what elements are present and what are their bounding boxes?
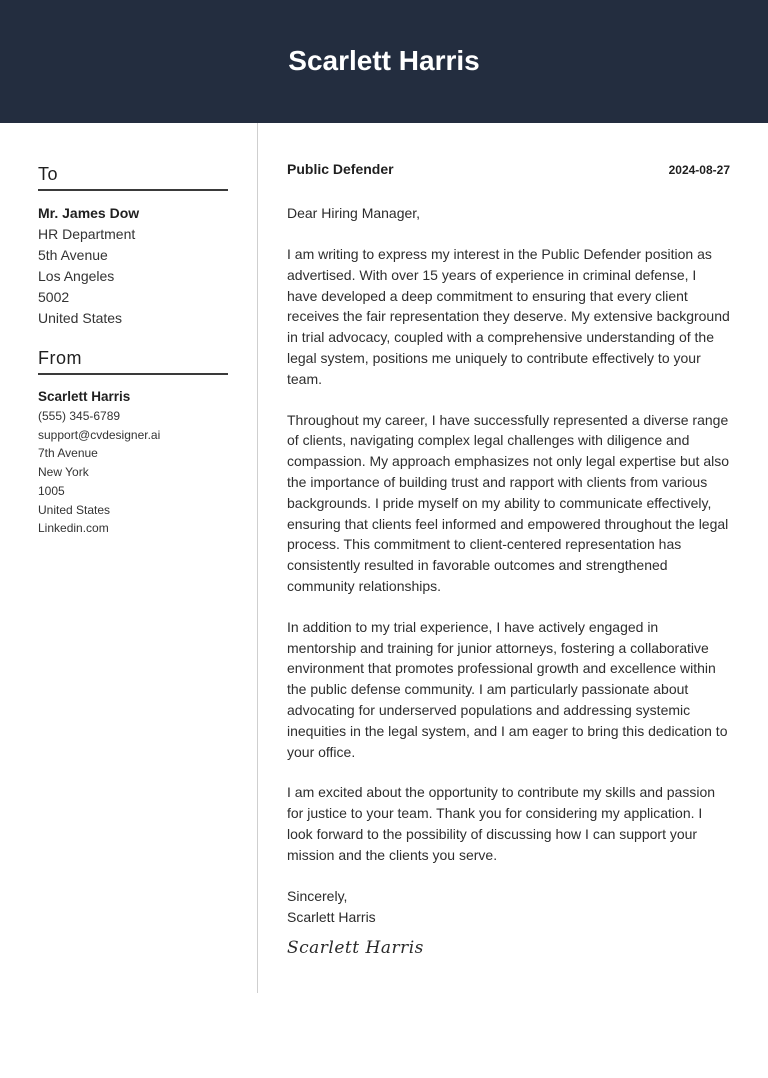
paragraph-1: I am writing to express my interest in the Public Defender position as advertised. With over 15 years of experience in criminal defense, I have developed a deep commitment to ensuring that every client receives the fair representation they deserve. My extensive background in trial advocacy, coupled with a comprehensive understanding of the legal system, positions me uniquely to contribute effectively to your team.	[287, 246, 730, 387]
recipient-name: Mr. James Dow	[38, 205, 140, 221]
salutation: Dear Hiring Manager,	[287, 205, 421, 221]
recipient-block	[38, 203, 228, 329]
paragraph-3: In addition to my trial experience, I have actively engaged in mentorship and training for junior attorneys, fostering a collaborative environment that promotes professional growth and excellence within the public defense community. I am particularly passionate about advocating for underserved populations and addressing systemic inequities in the legal system, and I am eager to bring this dedication to your office.	[287, 618, 728, 760]
sender-block	[38, 387, 228, 538]
sender-city: New York	[38, 465, 89, 480]
recipient-street: 5th Avenue	[38, 247, 108, 263]
sender-country: United States	[38, 502, 111, 517]
applicant-name: Scarlett Harris	[288, 44, 480, 76]
recipient-city: Los Angeles	[38, 268, 115, 284]
sender-postal-code: 1005	[38, 483, 65, 498]
closing-name: Scarlett Harris	[287, 908, 376, 925]
letter-meta	[287, 161, 730, 177]
letter-body	[287, 123, 730, 958]
closing-block	[287, 886, 730, 928]
recipient-department: HR Department	[38, 226, 136, 242]
letter-date: 2024-08-27	[668, 163, 730, 177]
column-divider	[257, 123, 258, 993]
paragraph-4: I am excited about the opportunity to contribute my skills and passion for justice to your team. Thank you for considering my application. I look forward to the possibility of discussing how I can support your mission and the clients you serve.	[287, 784, 716, 863]
sender-name: Scarlett Harris	[38, 389, 131, 404]
closing-phrase: Sincerely,	[287, 887, 348, 904]
paragraph-2: Throughout my career, I have successfully represented a diverse range of clients, navigating complex legal challenges with diligence and compassion. My approach emphasizes not only legal expertise but also the importance of building trust and rapport with clients from various backgrounds. I pride myself on my ability to communicate effectively, ensuring that clients feel informed and empowered throughout the legal process. This commitment to client-centered representation has consistently resulted in favorable outcomes and strengthened community relationships.	[287, 411, 730, 594]
position-title: Public Defender	[287, 161, 394, 177]
sender-street: 7th Avenue	[38, 446, 98, 461]
recipient-country: United States	[38, 310, 123, 326]
recipient-postal-code: 5002	[38, 289, 70, 305]
sender-linkedin: Linkedin.com	[38, 521, 109, 536]
handwritten-signature: Scarlett Harris	[287, 937, 424, 958]
sender-email: support@cvdesigner.ai	[38, 427, 161, 442]
to-heading: To	[38, 164, 59, 184]
sidebar	[38, 123, 228, 538]
from-rule	[38, 373, 228, 375]
header-banner	[0, 0, 768, 123]
sender-phone: (555) 345-6789	[38, 409, 121, 423]
from-heading: From	[38, 348, 82, 368]
to-rule	[38, 189, 228, 191]
